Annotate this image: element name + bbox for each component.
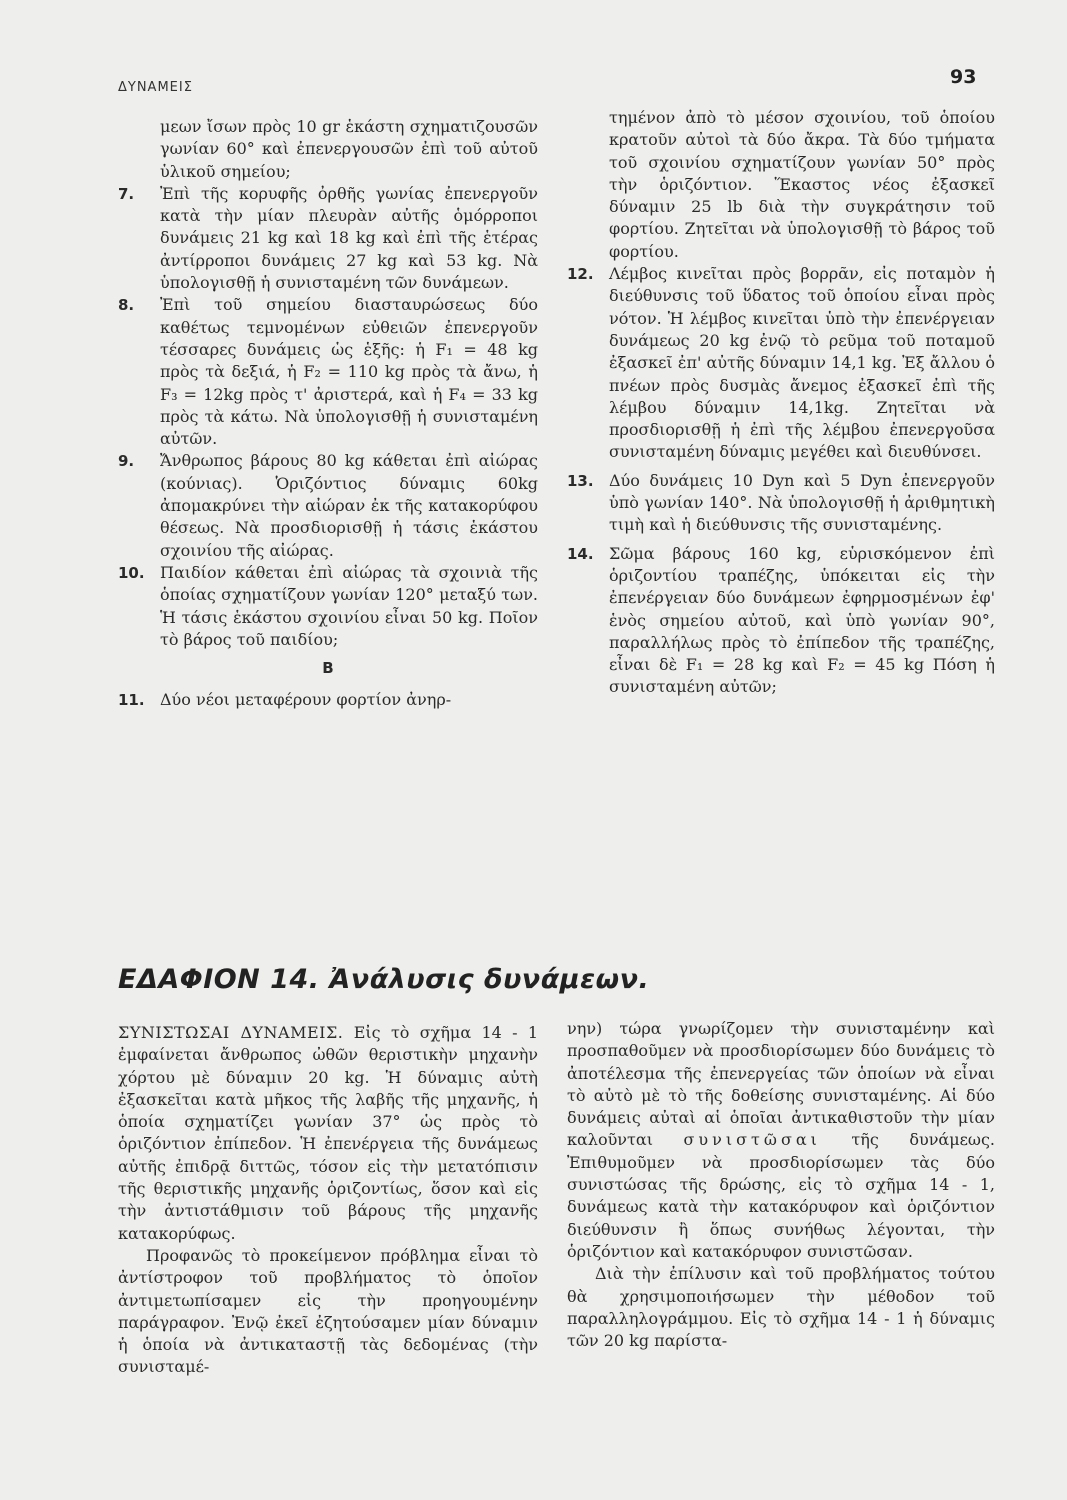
section-title: ΕΔΑΦΙΟΝ 14. Ἀνάλυσις δυνάμεων. xyxy=(118,964,650,995)
left-column-problems xyxy=(118,116,538,712)
problem-number: 8. xyxy=(118,296,135,315)
problem-11 xyxy=(118,689,538,711)
problem-text: Δύο νέοι μεταφέρουν φορτίον ἀνηρ- xyxy=(160,690,452,710)
problem-number: 7. xyxy=(118,184,135,203)
problem-8 xyxy=(118,294,538,450)
running-head: ΔΥΝΑΜΕΙΣ xyxy=(118,80,193,95)
paragraph: Προφανῶς τὸ προκείμενον πρόβλημα εἶναι τὸ ἀντίστροφον τοῦ προβλήματος τὸ ὁποῖον ἀντιμετωπίσαμεν εἰς τὴν προηγουμένην παράγραφον. Ἐνῷ ἐκεῖ ἐζητούσαμεν μίαν δύναμιν ἡ ὁποία νὰ ἀντικαταστῇ τὰς δεδομένας (τὴν συνισταμέ- xyxy=(118,1245,538,1377)
problem-text: Ἐπὶ τῆς κορυφῆς ὀρθῆς γωνίας ἐπενεργοῦν κατὰ τὴν μίαν πλευρὰν αὐτῆς ὁμόρροποι δυνάμεις 21 kg καὶ 18 kg καὶ ἐπὶ τῆς ἑτέρας ἀντίρροποι δυνάμεις 27 kg καὶ 53 kg. Νὰ ὑπολογισθῇ ἡ συνισταμένη τῶν δυνάμεων. xyxy=(160,183,538,293)
right-column-section-text xyxy=(567,1018,995,1352)
left-column-section-text xyxy=(118,1022,538,1379)
problem-text: Ἐπὶ τοῦ σημείου διασταυρώσεως δύο καθέτως τεμνομένων εὐθειῶν ἐπενεργοῦν τέσσαρες δυνάμεις ὡς ἑξῆς: ἡ F₁ = 48 kg πρὸς τὰ δεξιά, ἡ F₂ = 110 kg πρὸς τὰ ἄνω, ἡ F₃ = 12kg πρὸς τ' ἀριστερά, καὶ ἡ F₄ = 33 kg πρὸς τὰ κάτω. Νὰ ὑπολογισθῇ ἡ συνισταμένη αὐτῶν. xyxy=(160,295,538,449)
problem-number: 9. xyxy=(118,452,135,471)
paragraph: Διὰ τὴν ἐπίλυσιν καὶ τοῦ προβλήματος τούτου θὰ χρησιμοποιήσωμεν τὴν μέθοδον τοῦ παραλληλογράμμου. Εἰς τὸ σχῆμα 14 - 1 ἡ δύναμις τῶν 20 kg παρίστα- xyxy=(567,1264,995,1351)
problem-number: 14. xyxy=(567,544,594,563)
problem-12 xyxy=(567,263,995,464)
problem-14 xyxy=(567,543,995,699)
problem-text: Παιδίον κάθεται ἐπὶ αἰώρας τὰ σχοινιὰ τῆς ὁποίας σχηματίζουν γωνίαν 120° μεταξύ των. Ἡ τάσις ἑκάστου σχοινίου εἶναι 50 kg. Ποῖον τὸ βάρος τοῦ παιδίου; xyxy=(160,562,538,649)
paragraph xyxy=(567,1018,995,1263)
problem-10 xyxy=(118,562,538,651)
problem-11-continuation: τημένον ἀπὸ τὸ μέσον σχοινίου, τοῦ ὁποίου κρατοῦν αὐτοὶ τὰ δύο ἄκρα. Τὰ δύο τμήματα τοῦ σχοινίου σχηματίζουν γωνίαν 50° πρὸς τὴν ὁριζόντιον. Ἕκαστος νέος ἐξασκεῖ δύναμιν 25 lb διὰ τὴν συγκράτησιν τοῦ φορτίου. Ζητεῖται νὰ ὑπολογισθῇ τὸ βάρος τοῦ φορτίου. xyxy=(609,108,995,261)
problem-text: Ἄνθρωπος βάρους 80 kg κάθεται ἐπὶ αἰώρας (κούνιας). Ὁριζόντιος δύναμις 60kg ἀπομακρύνει τὴν αἰώραν ἐκ τῆς κατακορύφου θέσεως. Νὰ προσδιορισθῇ ἡ τάσις ἑκάστου σχοινίου τῆς αἰώρας. xyxy=(160,451,538,560)
spaced-term: συνιστῶσαι xyxy=(683,1130,821,1150)
right-column-problems xyxy=(567,107,995,699)
lead-caps: ΣΥΝΙΣΤΩΣΑΙ ΔΥΝΑΜΕΙΣ. xyxy=(118,1023,344,1042)
paragraph-text: Εἰς τὸ σχῆμα 14 - 1 ἐμφαίνεται ἄνθρωπος ὠθῶν θεριστικὴν μηχανὴν χόρτου μὲ δύναμιν 20 kg. Ἡ δύναμις αὐτὴ ἐξασκεῖται κατὰ μῆκος τῆς λαβῆς τῆς μηχανῆς, ἡ ὁποία σχηματίζει γωνίαν 37° ὡς πρὸς τὸ ὁριζόντιον ἐπίπεδον. Ἡ ἐπενέργεια τῆς δυνάμεως αὐτῆς ἐπιδρᾷ διττῶς, τόσον εἰς τὴν μετατόπισιν τῆς θεριστικῆς μηχανῆς ὁριζοντίως, ὅσον καὶ εἰς τὴν ἀντιστάθμισιν τοῦ βάρους τῆς μηχανῆς κατακορύφως. xyxy=(118,1023,539,1243)
problem-number: 11. xyxy=(118,691,145,710)
paragraph-text: νην) τώρα γνωρίζομεν τὴν συνισταμένην καὶ προσπαθοῦμεν νὰ προσδιορίσωμεν δύο δυνάμεις τὸ ἀποτέλεσμα τῆς ἐπενεργείας τῶν ὁποίων νὰ εἶναι τὸ αὐτὸ μὲ τὸ τῆς δοθείσης συνισταμένης. Αἱ δύο δυνάμεις αὐταὶ αἱ ὁποῖαι ἀντικαθιστοῦν τὴν μίαν καλοῦνται xyxy=(567,1019,995,1150)
problem-13 xyxy=(567,470,995,537)
problem-number: 12. xyxy=(567,265,594,284)
paragraph-text: τῆς δυνάμεως. Ἐπιθυμοῦμεν νὰ προσδιορίσωμεν τὰς δύο συνιστώσας τῆς δρώσης, εἰς τὸ σχῆμα 14 - 1, δυνάμεως κατὰ τὴν κατακόρυφον καὶ ὁριζόντιον διεύθυνσιν ἢ ὅπως συνήθως λέγονται, τὴν ὁριζόντιον καὶ κατακόρυφον συνιστῶσαν. xyxy=(567,1130,996,1261)
problem-number: 13. xyxy=(567,471,594,490)
problem-7 xyxy=(118,183,538,294)
subheading-b: B xyxy=(322,659,334,678)
problem-9 xyxy=(118,450,538,561)
problem-text: Σῶμα βάρους 160 kg, εὑρισκόμενον ἐπὶ ὁριζοντίου τραπέζης, ὑπόκειται εἰς τὴν ἐπενέργειαν δύο δυνάμεων ἐφηρμοσμένων ἐφ' ἑνὸς σημείου αὐτοῦ, καὶ ὑπὸ γωνίαν 90°, παραλλήλως πρὸς τὸ ἐπίπεδον τῆς τραπέζης, εἶναι δὲ F₁ = 28 kg καὶ F₂ = 45 kg Πόση ἡ συνισταμένη αὐτῶν; xyxy=(609,543,995,697)
page-number: 93 xyxy=(950,66,977,88)
problem-6-continuation: μεων ἴσων πρὸς 10 gr ἑκάστη σχηματιζουσῶν γωνίαν 60° καὶ ἐπενεργουσῶν ἐπὶ τοῦ αὐτοῦ ὑλικοῦ σημείου; xyxy=(160,117,538,181)
problem-text: Δύο δυνάμεις 10 Dyn καὶ 5 Dyn ἐπενεργοῦν ὑπὸ γωνίαν 140°. Νὰ ὑπολογισθῇ ἡ ἀριθμητικὴ τιμὴ καὶ ἡ διεύθυνσις τῆς συνισταμένης. xyxy=(609,470,995,535)
problem-number: 10. xyxy=(118,563,145,582)
paragraph xyxy=(118,1022,538,1245)
problem-text: Λέμβος κινεῖται πρὸς βορρᾶν, εἰς ποταμὸν ἡ διεύθυνσις τοῦ ὕδατος τοῦ ὁποίου εἶναι πρὸς νότον. Ἡ λέμβος κινεῖται ὑπὸ τὴν ἐπενέργειαν δυνάμεως 20 kg ἐνῷ τὸ ρεῦμα τοῦ ποταμοῦ ἐξασκεῖ ἐπ' αὐτῆς δύναμιν 14,1 kg. Ἐξ ἄλλου ὁ πνέων πρὸς δυσμὰς ἄνεμος ἐξασκεῖ ἐπὶ τῆς λέμβου δύναμιν 14,1kg. Ζητεῖται νὰ προσδιορισθῇ ἡ ἐπὶ τῆς λέμβου ἐπενεργοῦσα συνισταμένη δύναμις μεγέθει καὶ διευθύνσει. xyxy=(609,264,995,462)
